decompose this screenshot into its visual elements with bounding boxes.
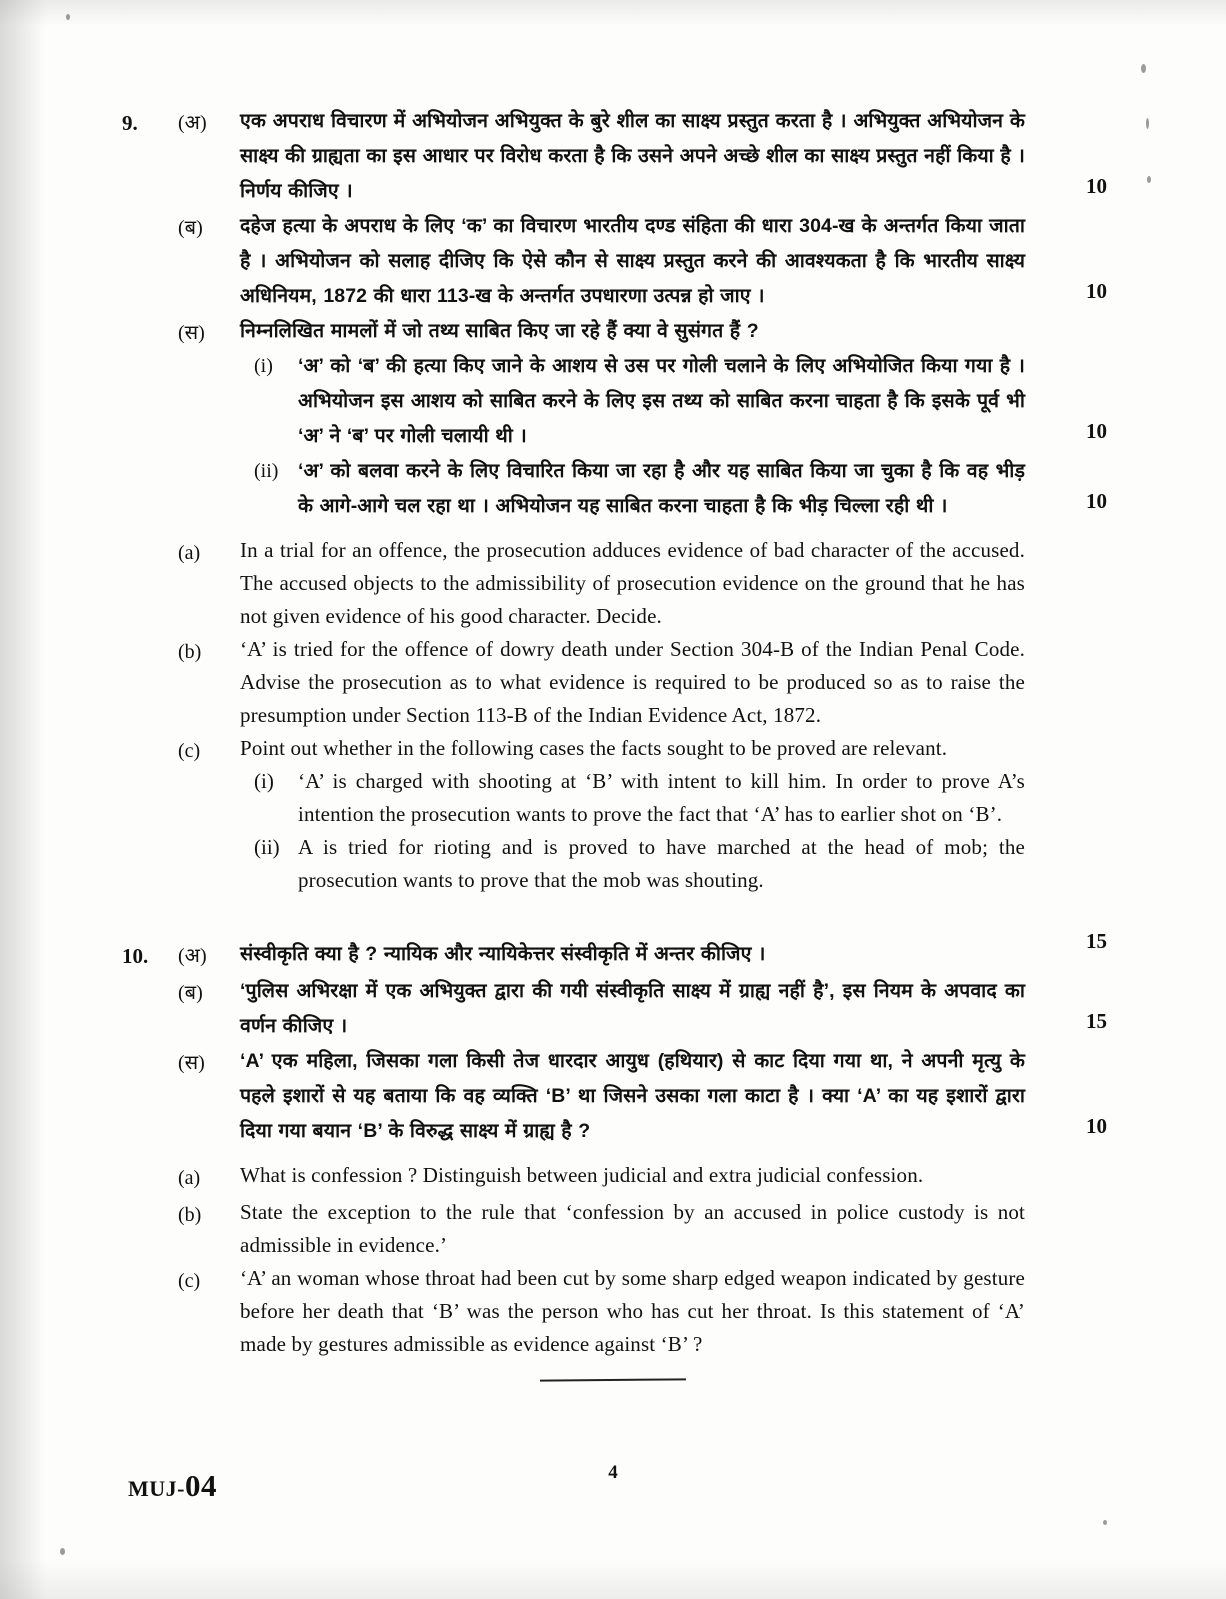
sub-question-label: (ii)	[254, 460, 279, 482]
scan-speck	[66, 14, 70, 20]
part-body	[240, 929, 1107, 972]
sub-question-row	[240, 765, 1025, 831]
question-block-9	[122, 104, 1107, 897]
part-label: (b)	[178, 641, 202, 663]
part-text-english: In a trial for an offence, the prosecution adduces evidence of bad character of the accused. The accused objects to the admissibility of prosecution evidence on the ground that he has not given evidence of his good character. Decide.	[240, 538, 1025, 628]
question-row	[122, 633, 1107, 732]
question-number-spacer	[122, 1159, 178, 1161]
sub-question-label: (i)	[254, 355, 273, 377]
part-text-hindi: दहेज हत्या के अपराध के लिए ‘क’ का विचारण भारतीय दण्ड संहिता की धारा 304-ख के अन्तर्गत किया जाता है । अभियोजन को सलाह दीजिए कि ऐसे कौन से साक्ष्य प्रस्तुत करने की आवश्यकता है कि भारतीय साक्ष्य अधिनियम, 1872 की धारा 113-ख के अन्तर्गत उपधारणा उत्पन्न हो जाए ।	[240, 215, 1025, 307]
scan-speck	[1141, 64, 1146, 73]
sub-question-text-hindi: ‘अ’ को ‘ब’ की हत्या किए जाने के आशय से उस पर गोली चलाने के लिए अभियोजित किया गया है । अभियोजन इस आशय को साबित करने के लिए इस तथ्य को साबित करना चाहता है कि इसके पूर्व भी ‘अ’ ने ‘ब’ पर गोली चलायी थी ।	[298, 355, 1025, 447]
part-label: (a)	[178, 1167, 201, 1189]
spacer	[122, 1149, 1107, 1159]
part-body	[240, 1262, 1107, 1361]
scan-speck	[1146, 118, 1149, 129]
part-body	[240, 1196, 1107, 1262]
part-label: (अ)	[178, 945, 207, 967]
question-number-spacer	[122, 633, 178, 635]
part-text-hindi: संस्वीकृति क्या है ? न्यायिक और न्यायिकेत्तर संस्वीकृति में अन्तर कीजिए ।	[240, 943, 766, 965]
sub-question-body	[298, 831, 1025, 897]
part-body	[240, 314, 1107, 524]
sub-question-row	[240, 831, 1025, 897]
sub-question-label: (i)	[254, 769, 274, 793]
paper-code-prefix: MUJ-	[128, 1476, 185, 1501]
question-number-spacer	[122, 974, 178, 976]
question-block-10	[122, 929, 1107, 1361]
part-label: (स)	[178, 1052, 205, 1074]
sub-question-body	[298, 454, 1107, 524]
part-body	[240, 534, 1107, 633]
part-text-hindi: एक अपराध विचारण में अभियोजन अभियुक्त के बुरे शील का साक्ष्य प्रस्तुत करता है । अभियुक्त अभियोजन के साक्ष्य की ग्राह्यता का इस आधार पर विरोध करता है कि उसने अपने अच्छे शील का साक्ष्य प्रस्तुत नहीं किया है । निर्णय कीजिए ।	[240, 110, 1025, 202]
paper-code-number: 04	[184, 1468, 217, 1503]
part-text-hindi: ‘पुलिस अभिरक्षा में एक अभियुक्त द्वारा की गयी संस्वीकृति साक्ष्य में ग्राह्य नहीं है’, इस नियम के अपवाद का वर्णन कीजिए ।	[240, 980, 1025, 1037]
question-number-spacer	[122, 1044, 178, 1046]
sub-question-row	[240, 349, 1107, 454]
sub-question-body	[298, 349, 1107, 454]
question-row	[122, 929, 1107, 974]
question-row	[122, 209, 1107, 314]
part-text-english: ‘A’ an woman whose throat had been cut by some sharp edged weapon indicated by gesture before her death that ‘B’ was the person who has cut her throat. Is this statement of ‘A’ made by gestures admissible as evidence against ‘B’ ?	[240, 1266, 1025, 1356]
sub-question-text-english: A is tried for rioting and is proved to have marched at the head of mob; the prosecution wants to prove that the mob was shouting.	[298, 835, 1025, 892]
question-row	[122, 534, 1107, 633]
sub-question-body	[298, 765, 1025, 831]
marks-value: 10	[1086, 1114, 1107, 1138]
scan-edge-shadow-left	[0, 0, 46, 1599]
sub-question-text-hindi: ‘अ’ को बलवा करने के लिए विचारित किया जा रहा है और यह साबित किया जा चुका है कि वह भीड़ के आगे-आगे चल रहा था । अभियोजन यह साबित करना चाहता है कि भीड़ चिल्ला रही थी ।	[298, 460, 1025, 517]
question-number: 9.	[122, 111, 138, 135]
question-row	[122, 1196, 1107, 1262]
spacer	[122, 524, 1107, 534]
question-row	[122, 732, 1107, 897]
scan-speck	[1103, 1520, 1107, 1525]
part-text-english: ‘A’ is tried for the offence of dowry death under Section 304-B of the Indian Penal Code. Advise the prosecution as to what evidence is required to be produced so as to raise the presumption under Section 113-B of the Indian Evidence Act, 1872.	[240, 637, 1025, 727]
question-row	[122, 1159, 1107, 1196]
question-row	[122, 104, 1107, 209]
marks-value: 15	[1086, 1009, 1107, 1033]
exam-content	[122, 104, 1107, 1361]
sub-question-row	[240, 454, 1107, 524]
part-text-english: What is confession ? Distinguish between judicial and extra judicial confession.	[240, 1163, 924, 1187]
question-number-spacer	[122, 209, 178, 211]
part-label: (ब)	[178, 217, 203, 239]
question-number-spacer	[122, 534, 178, 536]
question-number-spacer	[122, 314, 178, 316]
part-label: (c)	[178, 1270, 201, 1292]
question-number-spacer	[122, 732, 178, 734]
section-divider	[0, 1368, 1226, 1386]
part-text-hindi: निम्नलिखित मामलों में जो तथ्य साबित किए जा रहे हैं क्या वे सुसंगत हैं ?	[240, 320, 759, 342]
part-label: (a)	[178, 542, 201, 564]
marks-value: 10	[1086, 279, 1107, 303]
page-number: 4	[608, 1462, 618, 1483]
question-number: 10.	[122, 944, 149, 968]
part-body	[240, 209, 1107, 314]
marks-value: 10	[1086, 419, 1107, 443]
part-body	[240, 104, 1107, 209]
question-number-spacer	[122, 1262, 178, 1264]
part-text-english: Point out whether in the following cases the facts sought to be proved are relevant.	[240, 736, 948, 760]
part-label: (b)	[178, 1204, 202, 1226]
part-label: (अ)	[178, 112, 207, 134]
scan-edge-shadow-top	[0, 0, 1226, 26]
part-body	[240, 633, 1107, 732]
part-body	[240, 974, 1107, 1044]
question-row	[122, 974, 1107, 1044]
question-row	[122, 314, 1107, 524]
part-label: (c)	[178, 740, 201, 762]
marks-value: 10	[1086, 489, 1107, 513]
question-number-spacer	[122, 1196, 178, 1198]
scan-speck	[1147, 176, 1151, 183]
part-label: (स)	[178, 322, 205, 344]
sub-question-label: (ii)	[254, 835, 280, 859]
question-row	[122, 1262, 1107, 1361]
part-text-english: State the exception to the rule that ‘confession by an accused in police custody is not admissible in evidence.’	[240, 1200, 1025, 1257]
part-label: (ब)	[178, 982, 203, 1004]
divider-line	[540, 1378, 686, 1381]
question-row	[122, 1044, 1107, 1149]
marks-value: 10	[1086, 174, 1107, 198]
part-text-hindi: ‘A’ एक महिला, जिसका गला किसी तेज धारदार आयुध (हथियार) से काट दिया गया था, ने अपनी मृत्यु के पहले इशारों से यह बताया कि वह व्यक्ति ‘B’ था जिसने उसका गला काटा है । क्या ‘A’ का यह इशारों द्वारा दिया गया बयान ‘B’ के विरुद्ध साक्ष्य में ग्राह्य है ?	[240, 1050, 1025, 1142]
part-body	[240, 1159, 1107, 1192]
part-body	[240, 732, 1107, 897]
scan-edge-shadow-bottom	[0, 1559, 1226, 1599]
spacer	[122, 897, 1107, 937]
part-body	[240, 1044, 1107, 1149]
sub-question-text-english: ‘A’ is charged with shooting at ‘B’ with intent to kill him. In order to prove A’s intention the prosecution wants to prove the fact that ‘A’ has to earlier shot on ‘B’.	[298, 769, 1025, 826]
scan-speck	[60, 1548, 65, 1555]
marks-value: 15	[1086, 929, 1107, 953]
